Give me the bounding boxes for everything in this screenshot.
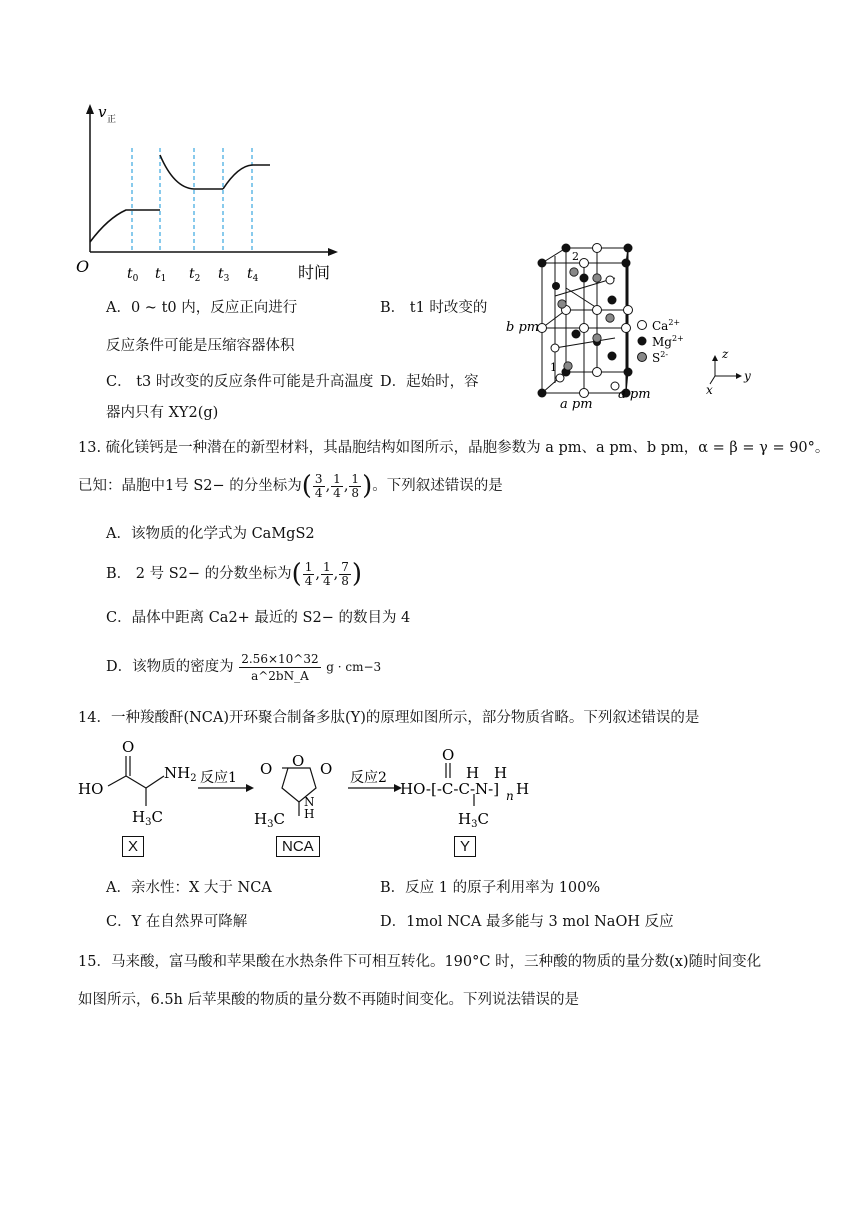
tick-t3: $t_3$ [218,266,230,284]
q14-option-b[interactable]: B．反应 1 的原子利用率为 100% [380,880,601,896]
q14-stem: 14．一种羧酸酐(NCA)开环聚合制备多肽(Y)的原理如图所示，部分物质省略。下列叙述错误的是 [78,710,700,726]
b-pm-label: b pm [506,320,540,335]
reaction-2-label: 反应2 [350,770,387,786]
origin-label: O [76,257,90,276]
tick-t2: $t_2$ [189,266,201,284]
q12-option-c[interactable]: C． t3 时改变的反应条件可能是升高温度 [106,374,374,390]
axis-x: x [706,383,713,397]
legend-s: $S^{2-}$ [652,350,669,365]
svg-text:O: O [320,760,333,778]
q13-option-d[interactable]: D．该物质的密度为 $\frac{2.56\times 10\^{}32}{a\^{}2bN\_A}$ g · cm−3 [106,651,382,683]
svg-text:H3C: $H_3C$ [132,808,163,828]
svg-text:NH2: $NH_2$ [164,764,197,784]
q15-line2: 如图所示，6.5h 后苹果酸的物质的量分数不再随时间变化。下列说法错误的是 [78,992,580,1008]
svg-text:HO: HO [78,780,104,798]
legend-ca: $Ca^{2+}$ [652,318,681,333]
q14-option-a[interactable]: A．亲水性：X 大于 NCA [106,880,272,896]
marker-2: 2 [572,250,579,263]
svg-text:H: H [304,807,315,821]
svg-text:HO-[-C-C-N-]: HO-[-C-C-N-] [400,780,500,798]
tick-t4: $t_4$ [247,266,259,284]
tick-t1: $t_1$ [155,266,167,284]
q14-option-c[interactable]: C．Y 在自然界可降解 [106,914,248,930]
svg-text:N: N [304,795,315,809]
svg-text:H: H [516,780,530,798]
svg-text:O: O [122,738,135,756]
q12-option-d-cont: 器内只有 XY2(g) [106,405,219,421]
q15-line1: 15．马来酸，富马酸和苹果酸在水热条件下可相互转化。190°C 时，三种酸的物质的量分数(x)随时间变化 [78,954,762,970]
reaction-scheme [78,738,638,858]
q12-option-b-cont: 反应条件可能是压缩容器体积 [106,338,295,354]
q14-option-d[interactable]: D．1mol NCA 最多能与 3 mol NaOH 反应 [380,914,674,930]
svg-text:H3C: $H_3C$ [458,810,489,830]
svg-text:H3C: $H_3C$ [254,810,285,830]
q13-option-c[interactable]: C．晶体中距离 Ca2+ 最近的 S2− 的数目为 4 [106,610,411,626]
svg-text:O: O [292,752,305,770]
rate-time-graph [70,100,350,290]
tick-t0: $t_0$ [127,266,139,284]
svg-text:n: n [506,789,514,803]
legend-mg: $Mg^{2+}$ [652,334,684,349]
axis-z: z [722,347,729,361]
q13-option-b[interactable]: B． 2 号 S2− 的分数坐标为( $\frac{1}{4}$ , $\frac{1}{4}$ , $\frac{7}{8}$ ) [106,559,363,589]
y-axis-sub: 正 [107,115,117,125]
a-pm-label-1: a pm [560,397,593,412]
q12-option-a[interactable]: A．0 ~ t0 内，反应正向进行 [106,300,298,316]
a-pm-label-2: a pm [618,387,651,402]
x-axis-label: 时间 [298,263,331,282]
crystal-cell-figure [500,238,760,413]
y-axis-label: v [98,103,107,121]
label-nca: NCA [276,836,320,857]
svg-text:O: O [442,746,455,764]
axis-y: y [744,369,751,383]
label-x: X [122,836,144,857]
q12-option-d[interactable]: D．起始时，容 [380,374,479,390]
q12-option-b[interactable]: B． t1 时改变的 [380,300,488,316]
svg-text:H: H [494,764,508,782]
q13-stem-line1: 13. 硫化镁钙是一种潜在的新型材料，其晶胞结构如图所示，晶胞参数为 a pm、a pm、b pm，α = β = γ = 90°。 [78,440,830,456]
q13-option-a[interactable]: A．该物质的化学式为 CaMgS2 [106,526,315,542]
svg-text:O: O [260,760,273,778]
svg-text:H: H [466,764,480,782]
marker-1: 1 [550,361,557,374]
label-y: Y [454,836,476,857]
reaction-1-label: 反应1 [200,770,237,786]
q13-stem-line2: 已知：晶胞中1号 S2− 的分坐标为( $\frac{3}{4}$ , $\frac{1}{4}$ , $\frac{1}{8}$ )。下列叙述错误的是 [78,471,503,501]
